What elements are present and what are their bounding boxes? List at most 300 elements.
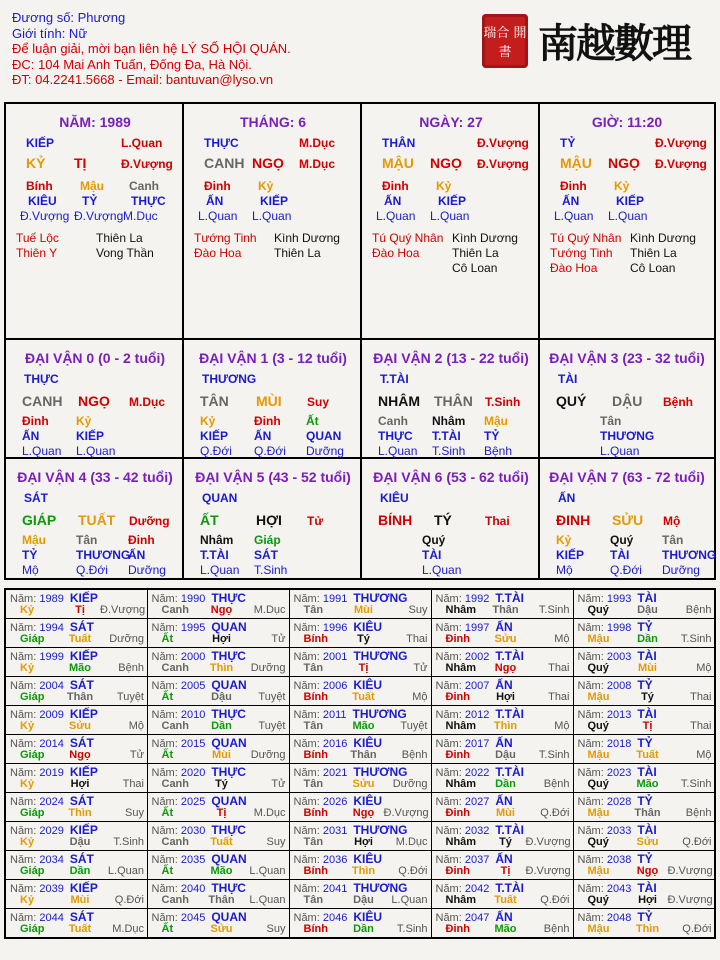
year-prefix: Năm: xyxy=(293,680,320,692)
year-row xyxy=(5,822,715,851)
dai-van-extra: Thai xyxy=(485,514,510,528)
year-prefix: Năm: xyxy=(10,651,37,663)
year-ten-god: THỰC xyxy=(211,707,246,721)
year-row xyxy=(5,851,715,880)
year-prefix: Năm: xyxy=(10,854,37,866)
year-prefix: Năm: xyxy=(435,709,462,721)
year-stage: L.Quan xyxy=(391,894,428,906)
hidden-stem: Kỷ xyxy=(436,179,452,193)
year-row xyxy=(5,880,715,909)
year-number: 2016 xyxy=(322,738,348,750)
red-seal-logo: 瑞合 開書 xyxy=(482,14,528,68)
year-stem: Canh xyxy=(161,778,189,790)
hidden-stem: Tân xyxy=(662,533,684,547)
dai-van-cell xyxy=(540,459,717,578)
year-cell xyxy=(147,619,289,648)
year-ten-god: TỶ xyxy=(637,620,653,634)
year-cell xyxy=(147,793,289,822)
dai-van-extra: Bệnh xyxy=(663,395,693,409)
year-stage: Mộ xyxy=(696,662,712,674)
year-stage: L.Quan xyxy=(249,894,286,906)
hidden-ten-god: ẤN xyxy=(22,429,40,443)
hidden-ten-god: ẤN xyxy=(254,429,272,443)
star-left: Tướng Tinh xyxy=(550,246,613,260)
dai-van-cell xyxy=(362,340,540,459)
year-prefix: Năm: xyxy=(151,854,178,866)
year-cell xyxy=(147,589,289,619)
year-number: 2040 xyxy=(180,883,206,895)
dai-van-cell xyxy=(540,340,714,459)
year-stem: Giáp xyxy=(20,923,45,935)
star-left: Tuế Lộc xyxy=(16,231,59,245)
year-cell xyxy=(289,619,431,648)
hidden-stage: L.Quan xyxy=(200,563,240,577)
year-stem: Ất xyxy=(161,691,174,703)
year-row xyxy=(5,706,715,735)
dai-van-title: ĐẠI VẬN 3 (23 - 32 tuổi) xyxy=(549,350,705,366)
year-prefix: Năm: xyxy=(577,593,604,605)
year-prefix: Năm: xyxy=(293,825,320,837)
year-ten-god: TÀI xyxy=(637,765,657,779)
pillar-cell xyxy=(6,104,184,340)
year-prefix: Năm: xyxy=(10,709,37,721)
dai-van-cell xyxy=(184,459,362,578)
year-row xyxy=(5,677,715,706)
year-branch: Hợi xyxy=(638,894,657,906)
year-stem: Bính xyxy=(303,865,328,877)
year-row xyxy=(5,648,715,677)
year-prefix: Năm: xyxy=(293,622,320,634)
hidden-ten-god: TÀI xyxy=(422,548,442,562)
year-cell xyxy=(5,851,147,880)
year-prefix: Năm: xyxy=(151,796,178,808)
hidden-stem: Đinh xyxy=(254,414,281,428)
year-cell xyxy=(289,735,431,764)
year-ten-god: TÀI xyxy=(637,707,657,721)
year-cell xyxy=(289,793,431,822)
hidden-ten-god: KIẾP xyxy=(76,429,105,443)
year-stem: Mậu xyxy=(587,633,610,645)
year-number: 2004 xyxy=(39,680,64,692)
year-number: 2005 xyxy=(180,680,206,692)
year-stem: Mậu xyxy=(587,807,610,819)
year-cell xyxy=(431,677,573,706)
year-ten-god: THỰC xyxy=(211,765,246,779)
year-prefix: Năm: xyxy=(435,738,462,750)
year-ten-god: ẤN xyxy=(495,794,513,808)
dai-van-title: ĐẠI VẬN 7 (63 - 72 tuổi) xyxy=(549,469,705,485)
year-row xyxy=(5,619,715,648)
year-stage: Tử xyxy=(271,778,286,790)
year-ten-god: QUAN xyxy=(211,910,247,924)
year-row xyxy=(5,735,715,764)
year-cell xyxy=(147,880,289,909)
year-ten-god: KIẾP xyxy=(69,881,98,895)
year-number: 1998 xyxy=(606,622,632,634)
hidden-stage: L.Quan xyxy=(22,444,62,458)
pillar-title: NĂM: 1989 xyxy=(59,114,131,130)
brand-logo: 南越數理 xyxy=(538,20,690,67)
star-left: Thiên Y xyxy=(16,246,58,260)
hidden-stem: Kỷ xyxy=(614,179,630,193)
hidden-ten-god: THƯƠNG xyxy=(76,548,131,562)
year-branch: Dậu xyxy=(353,894,374,906)
hidden-ten-god: KIẾP xyxy=(200,429,229,443)
pillar-stage: Đ.Vượng xyxy=(477,136,529,150)
year-number: 2015 xyxy=(180,738,206,750)
year-number: 2003 xyxy=(606,651,632,663)
year-number: 2023 xyxy=(606,767,632,779)
year-ten-god: ẤN xyxy=(495,620,513,634)
year-number: 2001 xyxy=(322,651,348,663)
year-branch: Tuất xyxy=(68,923,92,935)
year-cell xyxy=(5,880,147,909)
hidden-stem: Kỷ xyxy=(556,533,572,547)
year-branch: Sửu xyxy=(352,778,375,790)
dai-van-branch: SỬU xyxy=(612,512,644,528)
dai-van-cell xyxy=(184,340,362,459)
year-number: 1989 xyxy=(39,593,64,605)
year-number: 2022 xyxy=(464,767,490,779)
year-branch: Dậu xyxy=(637,604,658,616)
year-number: 2030 xyxy=(180,825,206,837)
year-stem: Nhâm xyxy=(445,894,477,906)
year-prefix: Năm: xyxy=(151,912,178,924)
year-stem: Bính xyxy=(303,923,328,935)
hidden-ten-god: KIẾP xyxy=(260,194,289,208)
year-number: 2026 xyxy=(322,796,348,808)
year-ten-god: TỶ xyxy=(637,910,653,924)
dai-van-stem: TÂN xyxy=(200,393,229,409)
year-stage: Mộ xyxy=(554,720,570,732)
dai-van-branch: TUẤT xyxy=(78,512,116,528)
year-ten-god: TỶ xyxy=(637,852,653,866)
year-cell xyxy=(147,909,289,939)
star-right: Kình Dương xyxy=(452,231,518,245)
year-ten-god: THƯƠNG xyxy=(353,649,408,663)
year-branch: Dần xyxy=(353,923,374,935)
hidden-ten-god: SÁT xyxy=(254,548,278,562)
year-branch: Dần xyxy=(637,633,658,645)
year-branch: Hợi xyxy=(496,691,515,703)
year-stem: Kỷ xyxy=(20,778,35,790)
year-number: 2012 xyxy=(464,709,490,721)
year-ten-god: THƯƠNG xyxy=(353,591,408,605)
hidden-stage: L.Quan xyxy=(198,209,238,223)
hidden-stage: L.Quan xyxy=(252,209,292,223)
year-stage: Suy xyxy=(266,923,286,935)
year-number: 2018 xyxy=(606,738,632,750)
pillar-stage: Đ.Vượng xyxy=(655,136,707,150)
star-right: Thiên La xyxy=(274,246,321,260)
pillar-stem: CANH xyxy=(204,155,245,171)
hidden-stage: Đ.Vượng xyxy=(20,209,70,223)
year-stem: Nhâm xyxy=(445,662,477,674)
year-ten-god: THỰC xyxy=(211,881,246,895)
hidden-stem: Tân xyxy=(600,414,622,428)
year-prefix: Năm: xyxy=(435,593,462,605)
year-stem: Ất xyxy=(161,633,174,645)
year-branch: Tý xyxy=(215,778,228,790)
year-branch: Thân xyxy=(66,691,94,703)
year-stem: Canh xyxy=(161,604,189,616)
year-ten-god: KIẾP xyxy=(69,823,98,837)
dai-van-branch: NGỌ xyxy=(78,393,110,409)
year-prefix: Năm: xyxy=(435,680,462,692)
year-branch: Dậu xyxy=(211,691,232,703)
year-number: 2027 xyxy=(464,796,490,808)
year-branch: Dậu xyxy=(495,749,516,761)
hidden-stem: Canh xyxy=(129,179,159,193)
year-number: 2044 xyxy=(39,912,64,924)
year-stage: Tuyệt xyxy=(400,720,428,732)
star-right: Kình Dương xyxy=(630,231,696,245)
year-stage: Bệnh xyxy=(543,778,570,790)
dai-van-extra: Tử xyxy=(307,514,324,528)
year-number: 2000 xyxy=(180,651,206,663)
hidden-ten-god: KIẾP xyxy=(438,194,467,208)
year-stage: Mộ xyxy=(554,633,570,645)
year-stem: Quý xyxy=(587,720,609,732)
year-cell xyxy=(431,619,573,648)
year-stage: T.Sinh xyxy=(538,604,570,616)
hidden-stem: Kỷ xyxy=(76,414,92,428)
pillar-extra: Đ.Vượng xyxy=(477,157,529,171)
hidden-ten-god: TỶ xyxy=(22,548,38,562)
year-prefix: Năm: xyxy=(293,883,320,895)
star-right: Cô Loan xyxy=(452,261,498,275)
year-number: 2009 xyxy=(39,709,64,721)
dai-van-ten-god: QUAN xyxy=(202,491,238,505)
hidden-ten-god: T.TÀI xyxy=(200,548,229,562)
year-stage: Đ.Vượng xyxy=(525,836,571,848)
year-branch: Tuất xyxy=(636,749,659,761)
year-prefix: Năm: xyxy=(577,651,604,663)
year-branch: Tuất xyxy=(494,894,517,906)
year-stage: Bệnh xyxy=(685,807,712,819)
year-branch: Thân xyxy=(208,894,235,906)
dai-van-branch: HỢI xyxy=(256,512,282,528)
hidden-stage: L.Quan xyxy=(608,209,648,223)
hidden-ten-god: ẤN xyxy=(128,548,146,562)
year-stage: T.Sinh xyxy=(680,633,712,645)
year-stage: Q.Đới xyxy=(682,923,712,935)
year-cell xyxy=(147,677,289,706)
year-cell xyxy=(289,648,431,677)
year-stem: Nhâm xyxy=(445,604,477,616)
dai-van-ten-god: THỰC xyxy=(24,372,59,386)
year-stage: Suy xyxy=(266,836,286,848)
year-stage: Q.Đới xyxy=(682,836,712,848)
hidden-stem: Đinh xyxy=(22,414,49,428)
year-stage: Đ.Vượng xyxy=(383,807,429,819)
year-stem: Quý xyxy=(587,778,609,790)
year-branch: Thân xyxy=(634,807,661,819)
dai-van-extra: Dưỡng xyxy=(129,514,170,528)
year-ten-god: KIẾP xyxy=(69,649,98,663)
year-ten-god: ẤN xyxy=(495,910,513,924)
year-branch: Thìn xyxy=(68,807,92,819)
year-ten-god: KIÊU xyxy=(353,678,382,692)
year-prefix: Năm: xyxy=(577,738,604,750)
year-number: 1990 xyxy=(180,593,206,605)
year-branch: Thìn xyxy=(209,662,234,674)
year-ten-god: SÁT xyxy=(69,852,94,866)
year-stem: Mậu xyxy=(587,691,610,703)
year-stem: Ất xyxy=(161,807,174,819)
year-stem: Ất xyxy=(161,749,174,761)
year-ten-god: TỶ xyxy=(637,678,653,692)
year-row xyxy=(5,764,715,793)
pillar-extra: Đ.Vượng xyxy=(655,157,707,171)
dai-van-title: ĐẠI VẬN 2 (13 - 22 tuổi) xyxy=(373,350,529,366)
year-branch: Mùi xyxy=(496,807,515,819)
year-stem: Quý xyxy=(587,894,609,906)
star-left: Tú Quý Nhân xyxy=(550,231,622,245)
hidden-ten-god: QUAN xyxy=(306,429,342,443)
dai-van-stem: NHÂM xyxy=(378,393,420,409)
year-stage: M.Dục xyxy=(253,604,286,616)
year-stem: Mậu xyxy=(587,923,610,935)
year-ten-god: T.TÀI xyxy=(495,707,524,721)
hidden-stem: Kỷ xyxy=(200,414,216,428)
pillar-ten-god: THÂN xyxy=(382,136,416,150)
year-stage: Dưỡng xyxy=(392,778,428,790)
hidden-stage: Bệnh xyxy=(484,444,513,458)
year-cell xyxy=(289,851,431,880)
pillar-stem: KỶ xyxy=(26,155,46,171)
year-prefix: Năm: xyxy=(577,767,604,779)
year-prefix: Năm: xyxy=(577,912,604,924)
year-prefix: Năm: xyxy=(151,680,178,692)
dai-van-stem: ĐINH xyxy=(556,512,591,528)
year-stem: Ất xyxy=(161,923,174,935)
hidden-ten-god: TÀI xyxy=(610,548,630,562)
year-row xyxy=(5,589,715,619)
year-number: 2006 xyxy=(322,680,348,692)
year-stem: Nhâm xyxy=(445,778,477,790)
hidden-stage: Q.Đới xyxy=(254,444,286,458)
year-branch: Tị xyxy=(500,865,511,877)
year-stem: Bính xyxy=(303,807,328,819)
year-number: 2035 xyxy=(180,854,206,866)
year-stage: Thai xyxy=(122,778,144,790)
year-row xyxy=(5,793,715,822)
year-table xyxy=(4,588,716,939)
pillar-stage: L.Quan xyxy=(121,136,163,150)
year-prefix: Năm: xyxy=(435,854,462,866)
year-number: 1996 xyxy=(322,622,348,634)
year-prefix: Năm: xyxy=(151,622,178,634)
year-number: 2037 xyxy=(464,854,490,866)
year-branch: Thân xyxy=(492,604,519,616)
year-number: 2017 xyxy=(464,738,490,750)
star-left: Đào Hoa xyxy=(550,261,598,275)
year-ten-god: ẤN xyxy=(495,852,513,866)
year-branch: Thìn xyxy=(351,865,376,877)
dai-van-branch: MÙI xyxy=(256,393,282,409)
year-stage: Q.Đới xyxy=(540,807,570,819)
year-stage: Đ.Vượng xyxy=(667,865,713,877)
pillar-ten-god: THỰC xyxy=(204,136,239,150)
year-ten-god: SÁT xyxy=(69,910,94,924)
year-number: 2045 xyxy=(180,912,206,924)
year-cell xyxy=(431,822,573,851)
year-cell xyxy=(431,589,573,619)
year-stage: Bệnh xyxy=(685,604,712,616)
year-prefix: Năm: xyxy=(577,796,604,808)
year-cell xyxy=(289,880,431,909)
year-branch: Mùi xyxy=(638,662,657,674)
year-cell xyxy=(5,619,147,648)
year-number: 1999 xyxy=(39,651,64,663)
year-branch: Dần xyxy=(211,720,232,732)
owner-name: Đương số: Phương xyxy=(12,10,126,25)
year-number: 2042 xyxy=(464,883,490,895)
year-ten-god: KIÊU xyxy=(353,852,382,866)
year-cell xyxy=(431,909,573,939)
hidden-stage: Đ.Vượng xyxy=(74,209,124,223)
dai-van-title: ĐẠI VẬN 5 (43 - 52 tuổi) xyxy=(195,469,351,485)
year-ten-god: KIÊU xyxy=(353,620,382,634)
year-cell xyxy=(431,880,573,909)
year-ten-god: TÀI xyxy=(637,823,657,837)
year-number: 2034 xyxy=(39,854,64,866)
year-stage: Dưỡng xyxy=(109,633,144,645)
hidden-stage: L.Quan xyxy=(378,444,418,458)
year-branch: Tị xyxy=(642,720,653,732)
year-ten-god: SÁT xyxy=(69,620,94,634)
pillar-ten-god: TỶ xyxy=(560,136,576,150)
year-cell xyxy=(5,648,147,677)
year-stem: Tân xyxy=(303,778,324,790)
star-left: Tú Quý Nhân xyxy=(372,231,444,245)
hidden-stem: Giáp xyxy=(254,533,281,547)
year-branch: Mùi xyxy=(212,749,231,761)
year-prefix: Năm: xyxy=(10,796,37,808)
year-stem: Quý xyxy=(587,604,609,616)
year-branch: Tý xyxy=(499,836,512,848)
year-stage: T.Sinh xyxy=(680,778,712,790)
year-branch: Ngọ xyxy=(636,865,659,877)
hidden-stage: L.Quan xyxy=(76,444,116,458)
dai-van-extra: T.Sinh xyxy=(485,395,521,409)
pillar-stem: MẬU xyxy=(382,155,414,171)
year-branch: Hợi xyxy=(70,778,90,790)
year-cell xyxy=(431,793,573,822)
year-stem: Tân xyxy=(303,662,324,674)
year-stage: T.Sinh xyxy=(538,749,570,761)
year-stem: Đinh xyxy=(445,865,470,877)
year-cell xyxy=(573,706,715,735)
dai-van-branch: THÂN xyxy=(434,393,473,409)
year-stem: Tân xyxy=(303,836,324,848)
year-ten-god: SÁT xyxy=(69,794,94,808)
hidden-stem: Đinh xyxy=(204,179,231,193)
pillar-branch: NGỌ xyxy=(608,155,640,171)
year-number: 2025 xyxy=(180,796,206,808)
dai-van-stem: CANH xyxy=(22,393,63,409)
star-right: Vong Thần xyxy=(96,246,154,260)
year-number: 2032 xyxy=(464,825,490,837)
year-branch: Tuất xyxy=(210,836,233,848)
year-branch: Hợi xyxy=(354,836,373,848)
year-prefix: Năm: xyxy=(151,593,178,605)
year-stem: Đinh xyxy=(445,749,470,761)
hidden-stage: Q.Đới xyxy=(610,563,642,577)
hidden-stage: Mộ xyxy=(22,563,39,577)
year-prefix: Năm: xyxy=(577,680,604,692)
